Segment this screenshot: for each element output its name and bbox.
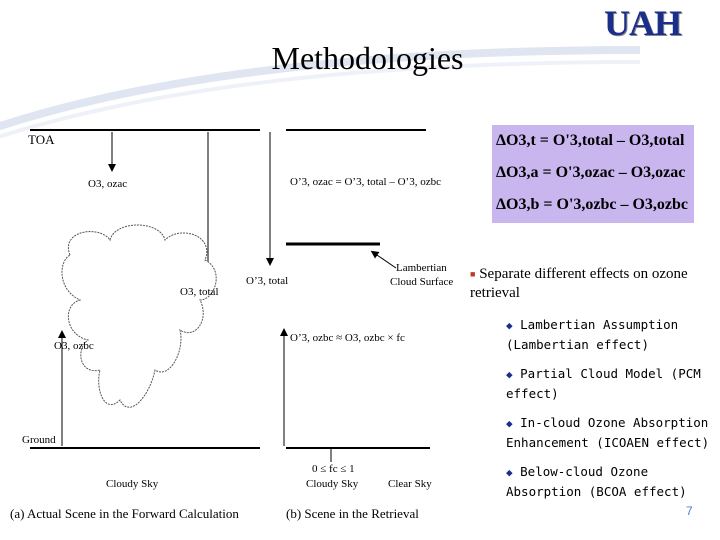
o3-ozac-label: O3, ozac <box>88 178 128 190</box>
caption-b: (b) Scene in the Retrieval <box>286 506 419 521</box>
bullet-main-text: Separate different effects on ozone retrieval <box>470 266 688 302</box>
page-number: 7 <box>686 504 693 518</box>
diamond-bullet-icon: ◆ <box>506 319 513 333</box>
bullet-item-text: Lambertian Assumption (Lambertian effect) <box>506 317 679 353</box>
diamond-bullet-icon: ◆ <box>506 466 513 480</box>
effects-bullet-list <box>470 265 710 501</box>
cloud-surface-label: Cloud Surface <box>390 276 454 288</box>
fc-range-label: 0 ≤ fc ≤ 1 <box>312 463 355 475</box>
bullet-item <box>506 364 710 403</box>
bullet-item-text: Below-cloud Ozone Absorption (BCOA effect) <box>506 464 687 500</box>
equation-delta-ozbc: ΔO3,b = O'3,ozbc – O3,ozbc <box>496 196 689 213</box>
square-bullet-icon: ■ <box>470 269 476 280</box>
ground-label: Ground <box>22 434 56 446</box>
caption-a: (a) Actual Scene in the Forward Calculation <box>10 506 239 521</box>
bullet-item-text: In-cloud Ozone Absorption Enhancement (ICOAEN effect) <box>506 415 710 451</box>
bullet-item <box>506 315 710 354</box>
arrow-lambertian <box>374 253 396 268</box>
o3-ozbc-label: O3, ozbc <box>54 340 94 352</box>
eq-ozac-label: O’3, ozac = O’3, total – O’3, ozbc <box>290 176 441 188</box>
clear-sky-label: Clear Sky <box>388 478 432 490</box>
bullet-main <box>470 265 710 303</box>
cloud-shape <box>62 225 216 407</box>
bullet-item-text: Partial Cloud Model (PCM effect) <box>506 366 701 402</box>
bullet-item <box>506 462 710 501</box>
o3-total-label: O3, total <box>180 286 219 298</box>
o3p-total-label: O’3, total <box>246 275 289 287</box>
equation-delta-ozac: ΔO3,a = O'3,ozac – O3,ozac <box>496 164 686 181</box>
uah-logo: UAH <box>604 3 681 43</box>
slide-title: Methodologies <box>271 40 464 76</box>
toa-label: TOA <box>28 132 55 147</box>
equation-delta-total: ΔO3,t = O'3,total – O3,total <box>496 132 685 149</box>
bullet-item <box>506 413 710 452</box>
diamond-bullet-icon: ◆ <box>506 368 513 382</box>
cloudy-sky-label-a: Cloudy Sky <box>106 478 159 490</box>
eq-ozbc-label: O’3, ozbc ≈ O3, ozbc × fc <box>290 332 405 344</box>
lambertian-label: Lambertian <box>396 262 447 274</box>
cloudy-sky-label-b: Cloudy Sky <box>306 478 359 490</box>
diamond-bullet-icon: ◆ <box>506 417 513 431</box>
